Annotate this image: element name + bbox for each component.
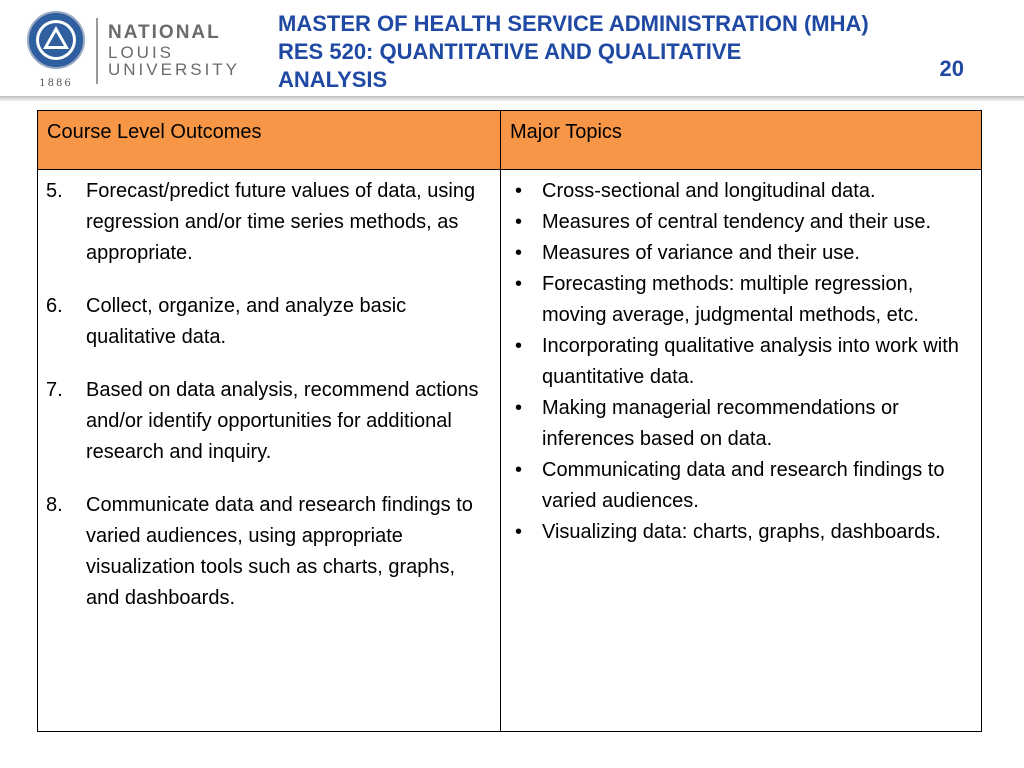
topic-item bbox=[509, 238, 973, 269]
bullet-icon: • bbox=[515, 521, 523, 543]
table-header-row bbox=[38, 111, 982, 170]
header-major-topics: Major Topics bbox=[501, 111, 982, 170]
outcome-text: Collect, organize, and analyze basic qualitative data. bbox=[86, 295, 407, 348]
logo-text-line3: UNIVERSITY bbox=[108, 60, 241, 79]
outcome-number: 6. bbox=[46, 295, 63, 317]
bullet-icon: • bbox=[515, 459, 523, 481]
slide-title bbox=[278, 10, 978, 94]
bullet-icon: • bbox=[515, 211, 523, 233]
university-logo bbox=[20, 10, 241, 92]
topic-text: Communicating data and research findings to varied audiences. bbox=[542, 459, 945, 512]
topic-item bbox=[509, 269, 973, 331]
topic-text: Incorporating qualitative analysis into work with quantitative data. bbox=[542, 335, 959, 388]
outcome-item bbox=[46, 291, 492, 353]
outcome-number: 8. bbox=[46, 494, 63, 516]
slide-header bbox=[0, 0, 1024, 98]
bullet-icon: • bbox=[515, 335, 523, 357]
topics-cell bbox=[501, 170, 982, 732]
topics-list bbox=[509, 176, 973, 548]
bullet-icon: • bbox=[515, 397, 523, 419]
slide-title-line: MASTER OF HEALTH SERVICE ADMINISTRATION (MHA) bbox=[278, 11, 869, 36]
outcome-number: 7. bbox=[46, 379, 63, 401]
topic-text: Measures of central tendency and their use. bbox=[542, 211, 932, 233]
outcomes-cell bbox=[38, 170, 501, 732]
topic-text: Measures of variance and their use. bbox=[542, 242, 860, 264]
topic-item bbox=[509, 207, 973, 238]
topic-text: Making managerial recommendations or inferences based on data. bbox=[542, 397, 899, 450]
header-course-level-outcomes: Course Level Outcomes bbox=[38, 111, 501, 170]
outcome-item bbox=[46, 176, 492, 269]
logo-text-line1: NATIONAL bbox=[108, 22, 221, 43]
header-shadow bbox=[0, 96, 1024, 102]
outcome-item bbox=[46, 490, 492, 614]
slide-title-line: RES 520: QUANTITATIVE AND QUALITATIVE bbox=[278, 39, 742, 64]
logo-divider bbox=[96, 18, 98, 84]
topic-item bbox=[509, 331, 973, 393]
university-seal-icon bbox=[26, 10, 86, 76]
outcomes-list bbox=[46, 176, 492, 614]
topic-text: Cross-sectional and longitudinal data. bbox=[542, 180, 876, 202]
topic-text: Forecasting methods: multiple regression, moving average, judgmental methods, etc. bbox=[542, 273, 919, 326]
topic-item bbox=[509, 176, 973, 207]
bullet-icon: • bbox=[515, 273, 523, 295]
slide-title-line: ANALYSIS bbox=[278, 67, 388, 92]
bullet-icon: • bbox=[515, 180, 523, 202]
logo-text-line2: LOUIS bbox=[108, 43, 175, 62]
outcome-text: Communicate data and research findings to varied audiences, using appropriate visualization tools such as charts, graphs, and dashboards. bbox=[86, 494, 473, 609]
topic-item bbox=[509, 517, 973, 548]
outcomes-topics-table bbox=[37, 110, 982, 732]
slide-number: 20 bbox=[939, 56, 964, 81]
topic-item bbox=[509, 393, 973, 455]
topic-text: Visualizing data: charts, graphs, dashboards. bbox=[542, 521, 941, 543]
outcome-number: 5. bbox=[46, 180, 63, 202]
outcome-text: Based on data analysis, recommend actions and/or identify opportunities for additional research and inquiry. bbox=[86, 379, 479, 463]
topic-item bbox=[509, 455, 973, 517]
outcome-item bbox=[46, 375, 492, 468]
bullet-icon: • bbox=[515, 242, 523, 264]
outcome-text: Forecast/predict future values of data, using regression and/or time series methods, as appropriate. bbox=[86, 180, 476, 264]
logo-year: 1886 bbox=[39, 78, 73, 89]
table-row bbox=[38, 170, 982, 732]
